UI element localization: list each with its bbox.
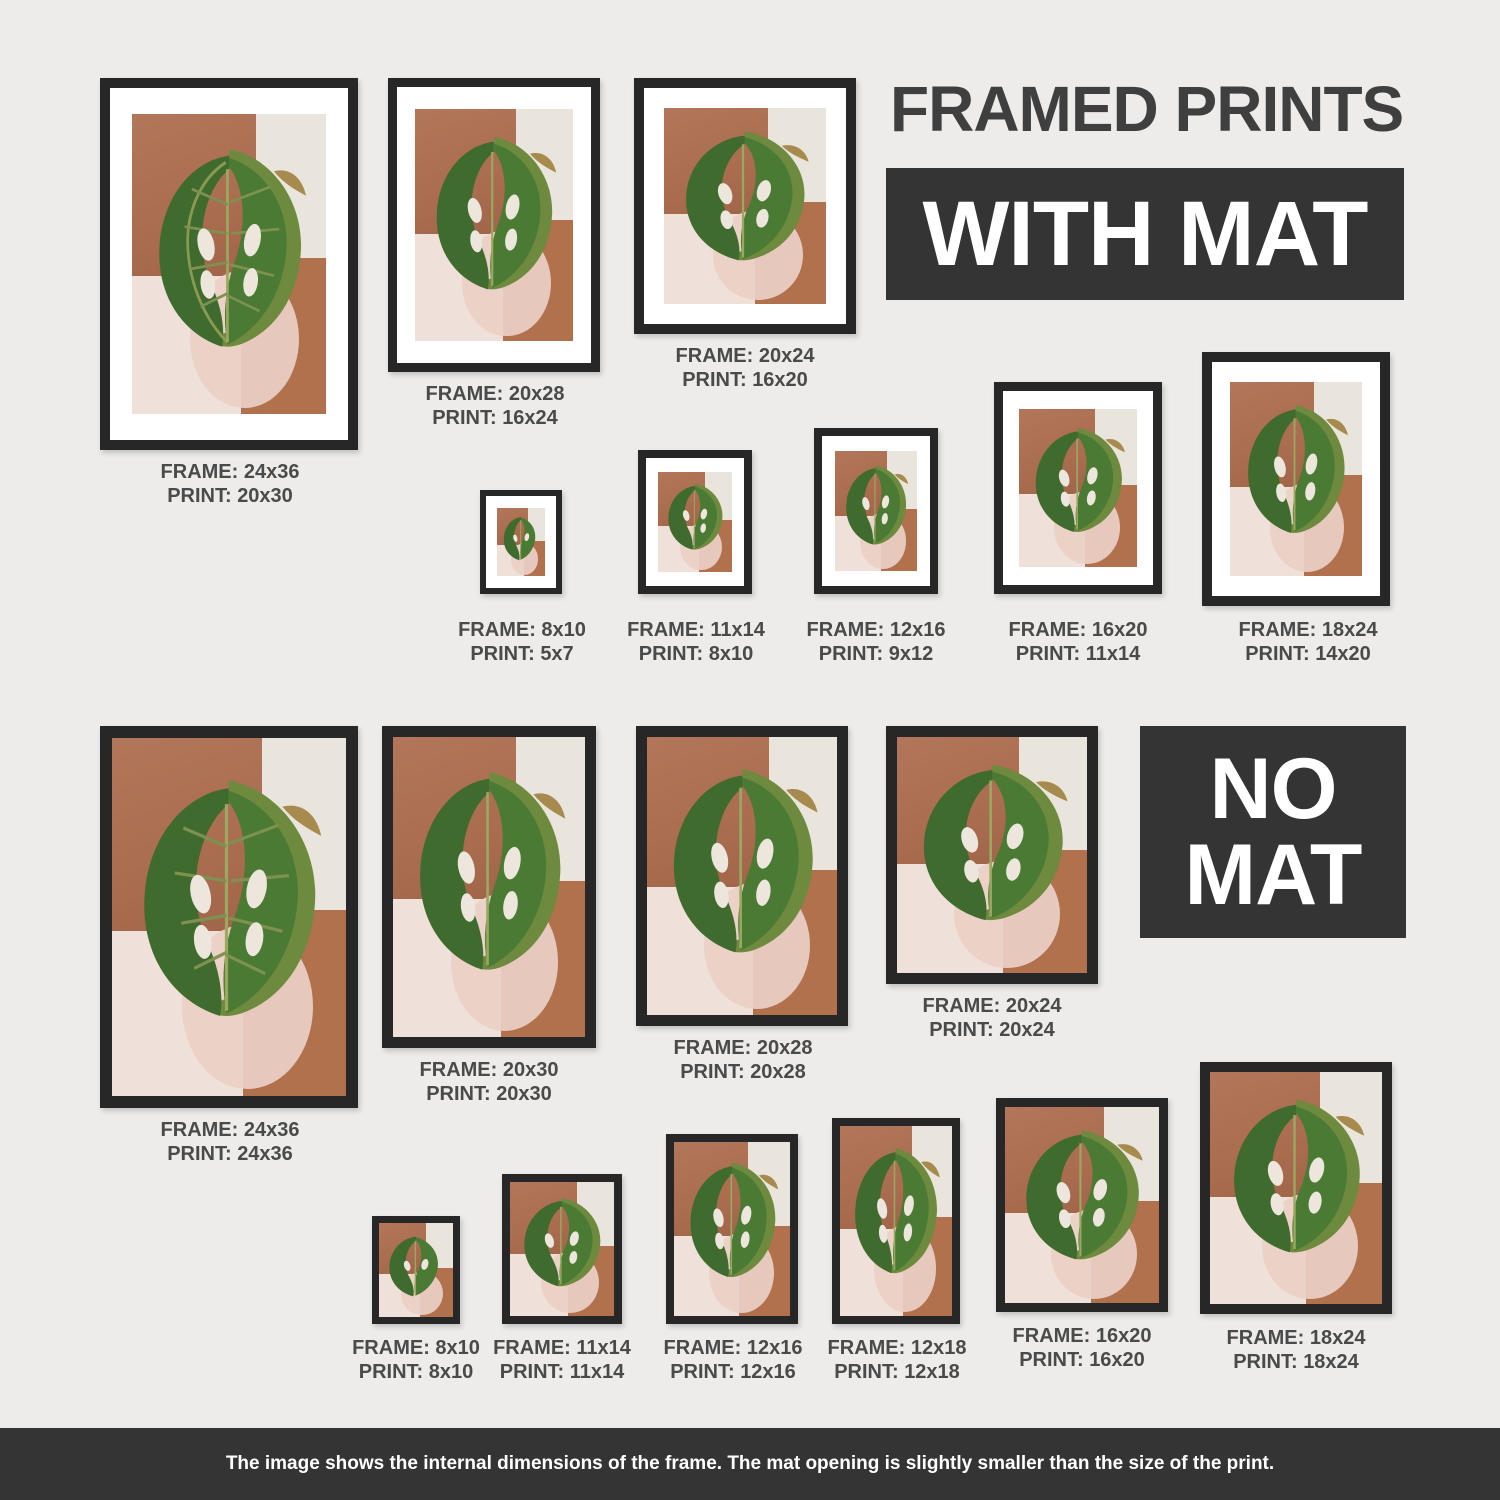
badge-with-mat-label: WITH MAT — [922, 183, 1368, 285]
caption-frame-size: FRAME: 8x10 — [458, 619, 586, 641]
monstera-leaf-icon — [1011, 1123, 1153, 1268]
frame-caption — [466, 1336, 658, 1384]
artwork — [393, 737, 585, 1037]
caption-frame-size: FRAME: 24x36 — [160, 1119, 300, 1141]
framed-print-no-mat-12x16[interactable] — [663, 1134, 803, 1383]
framed-print-with-mat-12x16[interactable] — [806, 428, 946, 665]
caption-print-size: PRINT: 20x28 — [680, 1061, 806, 1083]
monstera-leaf-icon — [838, 461, 913, 550]
frame-border — [1200, 1062, 1392, 1314]
frame-caption — [80, 460, 380, 508]
frame-caption — [1214, 618, 1402, 666]
frame-caption — [856, 994, 1128, 1042]
caption-frame-size: FRAME: 18x24 — [1226, 1327, 1366, 1349]
frame-border — [100, 78, 358, 450]
artwork — [497, 508, 545, 576]
artwork — [1230, 382, 1362, 576]
frame-border — [886, 726, 1098, 984]
monstera-leaf-icon — [670, 124, 819, 269]
caption-print-size: PRINT: 11x14 — [1015, 643, 1141, 665]
caption-frame-size: FRAME: 20x24 — [922, 995, 1062, 1017]
frame-caption — [80, 1118, 380, 1166]
frame-caption — [606, 618, 786, 666]
caption-frame-size: FRAME: 16x20 — [1012, 1325, 1152, 1347]
mat-board — [397, 87, 591, 363]
monstera-leaf-icon — [844, 1141, 947, 1282]
caption-frame-size: FRAME: 12x18 — [827, 1337, 967, 1359]
artwork — [379, 1223, 453, 1317]
caption-frame-size: FRAME: 12x16 — [663, 1337, 803, 1359]
framed-print-no-mat-16x20[interactable] — [996, 1098, 1168, 1371]
framed-print-no-mat-11x14[interactable] — [493, 1174, 631, 1383]
mat-board — [110, 88, 348, 440]
frame-caption — [598, 1036, 888, 1084]
badge-no-mat — [1140, 726, 1406, 938]
caption-frame-size: FRAME: 11x14 — [627, 619, 765, 641]
frame-caption — [600, 344, 890, 392]
caption-print-size: PRINT: 20x30 — [167, 485, 293, 507]
caption-print-size: PRINT: 18x24 — [1233, 1351, 1359, 1373]
badge-no-mat-label-1: NO — [1209, 741, 1337, 837]
monstera-leaf-icon — [382, 1231, 450, 1301]
caption-print-size: PRINT: 9x12 — [818, 643, 934, 665]
caption-frame-size: FRAME: 16x20 — [1008, 619, 1148, 641]
caption-frame-size: FRAME: 20x24 — [675, 345, 815, 367]
artwork — [840, 1126, 952, 1316]
framed-print-no-mat-20x24[interactable] — [886, 726, 1098, 1041]
frame-border — [636, 726, 848, 1026]
monstera-leaf-icon — [1217, 1091, 1375, 1263]
frame-border — [388, 78, 600, 372]
artwork — [112, 738, 346, 1096]
caption-frame-size: FRAME: 11x14 — [493, 1337, 631, 1359]
page-title — [890, 72, 1403, 146]
frame-border — [832, 1118, 960, 1324]
framed-print-no-mat-20x28[interactable] — [636, 726, 848, 1083]
framed-print-with-mat-20x28[interactable] — [388, 78, 600, 429]
frame-caption — [804, 1336, 990, 1384]
monstera-leaf-icon — [679, 1156, 786, 1285]
artwork — [132, 114, 326, 414]
frame-border — [666, 1134, 798, 1324]
artwork — [415, 109, 573, 341]
monstera-leaf-icon — [514, 1193, 610, 1292]
caption-print-size: PRINT: 12x16 — [670, 1361, 796, 1383]
frame-caption — [638, 1336, 828, 1384]
framed-print-no-mat-12x18[interactable] — [827, 1118, 967, 1383]
monstera-leaf-icon — [121, 767, 336, 1032]
caption-print-size: PRINT: 16x20 — [682, 369, 808, 391]
caption-frame-size: FRAME: 12x16 — [806, 619, 946, 641]
caption-print-size: PRINT: 11x14 — [499, 1361, 625, 1383]
caption-frame-size: FRAME: 18x24 — [1238, 619, 1378, 641]
mat-board — [1212, 362, 1380, 596]
frame-border — [480, 490, 562, 594]
framed-print-no-mat-24x36[interactable] — [100, 726, 358, 1165]
badge-no-mat-label-2: MAT — [1184, 827, 1362, 923]
monstera-leaf-icon — [905, 756, 1080, 931]
monstera-leaf-icon — [401, 761, 578, 983]
caption-print-size: PRINT: 16x20 — [1019, 1349, 1145, 1371]
frame-border — [994, 382, 1162, 594]
framed-print-with-mat-20x24[interactable] — [634, 78, 856, 391]
mat-board — [486, 496, 556, 588]
artwork — [1210, 1072, 1382, 1304]
page-title-text: FRAMED PRINTS — [890, 73, 1404, 145]
caption-print-size: PRINT: 24x36 — [167, 1143, 293, 1165]
caption-print-size: PRINT: 20x24 — [929, 1019, 1055, 1041]
footer-note — [0, 1428, 1500, 1500]
caption-print-size: PRINT: 12x18 — [834, 1361, 960, 1383]
framed-print-with-mat-8x10[interactable] — [458, 490, 586, 665]
caption-print-size: PRINT: 14x20 — [1245, 643, 1371, 665]
caption-print-size: PRINT: 16x24 — [432, 407, 558, 429]
frame-caption — [350, 382, 640, 430]
frame-border — [996, 1098, 1168, 1312]
frame-caption — [344, 1058, 634, 1106]
framed-print-no-mat-8x10[interactable] — [352, 1216, 480, 1383]
caption-frame-size: FRAME: 20x28 — [673, 1037, 813, 1059]
artwork — [1019, 409, 1137, 567]
frame-caption — [986, 1324, 1178, 1372]
framed-print-with-mat-24x36[interactable] — [100, 78, 358, 507]
frame-caption — [1204, 1326, 1388, 1374]
framed-print-with-mat-18x24[interactable] — [1202, 352, 1390, 665]
badge-with-mat — [886, 168, 1404, 300]
artwork — [1005, 1107, 1159, 1303]
caption-frame-size: FRAME: 20x28 — [425, 383, 565, 405]
artwork — [835, 451, 917, 571]
monstera-leaf-icon — [661, 480, 729, 554]
footer-note-text: The image shows the internal dimensions of the frame. The mat opening is slightly smaller than the size of the print. — [225, 1453, 1275, 1474]
caption-print-size: PRINT: 8x10 — [638, 643, 754, 665]
monstera-leaf-icon — [1024, 422, 1133, 539]
frame-border — [502, 1174, 622, 1324]
caption-frame-size: FRAME: 8x10 — [352, 1337, 480, 1359]
artwork — [510, 1182, 614, 1316]
frame-border — [1202, 352, 1390, 606]
artwork — [674, 1142, 790, 1316]
frame-border — [634, 78, 856, 334]
caption-frame-size: FRAME: 20x30 — [419, 1059, 559, 1081]
caption-print-size: PRINT: 8x10 — [358, 1361, 474, 1383]
artwork — [897, 737, 1087, 973]
monstera-leaf-icon — [1235, 398, 1356, 542]
mat-board — [644, 88, 846, 324]
artwork — [647, 737, 837, 1015]
monstera-leaf-icon — [499, 513, 543, 563]
mat-board — [822, 436, 930, 586]
frame-border — [382, 726, 596, 1048]
frame-border — [100, 726, 358, 1108]
artwork — [664, 108, 826, 304]
frame-border — [638, 450, 752, 594]
framed-print-no-mat-18x24[interactable] — [1200, 1062, 1392, 1373]
mat-board — [646, 458, 744, 586]
framed-print-with-mat-16x20[interactable] — [994, 382, 1162, 665]
monstera-leaf-icon — [140, 138, 318, 360]
caption-frame-size: FRAME: 24x36 — [160, 461, 300, 483]
caption-print-size: PRINT: 20x30 — [426, 1083, 552, 1105]
monstera-leaf-icon — [655, 759, 830, 965]
artwork — [658, 472, 732, 572]
monstera-leaf-icon — [421, 128, 566, 300]
framed-print-with-mat-11x14[interactable] — [627, 450, 765, 665]
frame-caption — [984, 618, 1172, 666]
framed-print-no-mat-20x30[interactable] — [382, 726, 596, 1105]
caption-print-size: PRINT: 5x7 — [470, 643, 574, 665]
frame-caption — [790, 618, 962, 666]
mat-board — [1003, 391, 1153, 585]
frame-caption — [422, 618, 622, 666]
frame-border — [814, 428, 938, 594]
frame-border — [372, 1216, 460, 1324]
